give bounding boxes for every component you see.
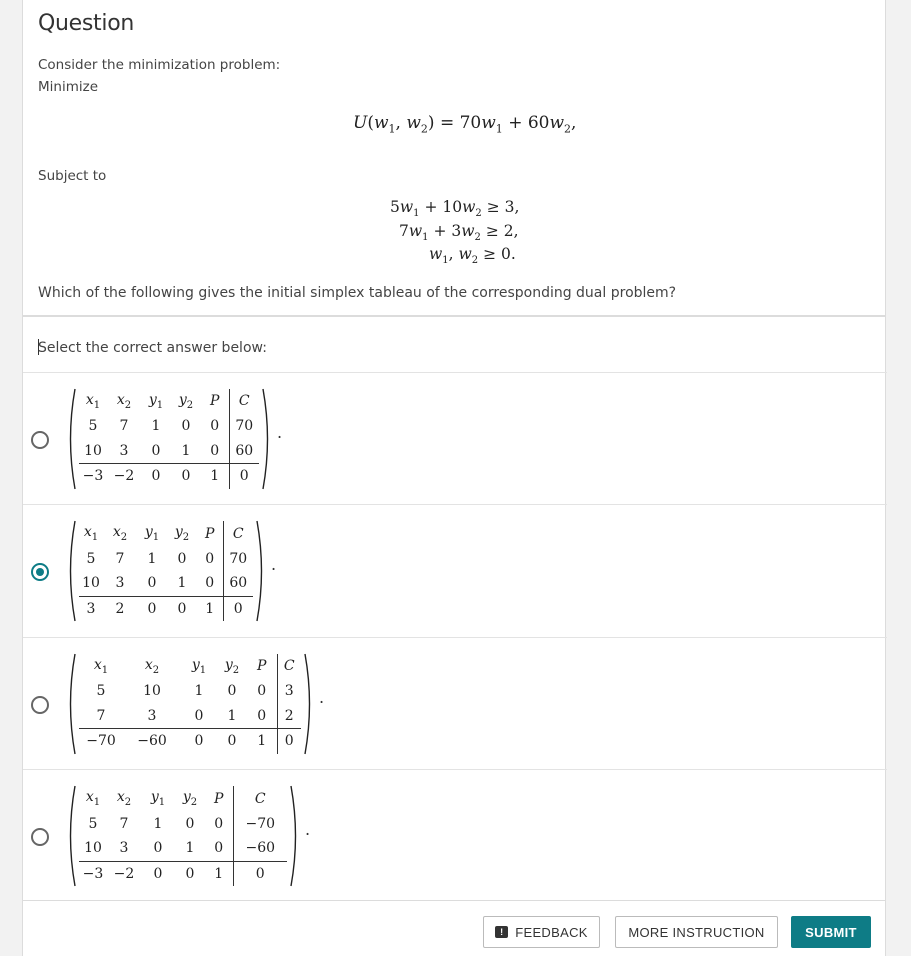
- tableau-cell: 3: [277, 679, 301, 704]
- tableau-cell: −60: [233, 836, 287, 861]
- tableau-cell: 3: [115, 575, 125, 592]
- minimize-label: Minimize: [38, 79, 98, 95]
- answers-card: [22, 316, 886, 901]
- tableau-header-row: [79, 786, 287, 811]
- tableau-header-row: [79, 654, 301, 679]
- tableau-cell: 1: [201, 464, 229, 489]
- tableau-cell: 1: [227, 707, 237, 724]
- tableau-row: [79, 596, 253, 621]
- tableau-cell: 0: [217, 729, 247, 754]
- tableau-cell: 0: [227, 683, 237, 699]
- more-instruction-button[interactable]: MORE INSTRUCTION: [615, 916, 778, 948]
- radio-button-icon[interactable]: [31, 828, 49, 846]
- tableau-cell: 1: [147, 550, 157, 567]
- feedback-button[interactable]: [483, 916, 600, 948]
- tableau-cell: 2: [103, 596, 137, 621]
- tableau-cell: 0: [171, 464, 201, 489]
- tableau-cell: −60: [123, 729, 181, 754]
- tableau-header-cell: $y_1$: [191, 656, 207, 676]
- tableau-header-cell: $y_2$: [224, 656, 240, 676]
- tableau-cell: 1: [181, 442, 191, 459]
- tableau-row: [79, 571, 253, 596]
- tableau-header-cell: $x_2$: [144, 656, 160, 676]
- tableau-cell: 0: [151, 442, 161, 459]
- tableau-cell: 1: [197, 596, 223, 621]
- radio-button-icon[interactable]: [31, 696, 49, 714]
- tableau-cell: 0: [153, 840, 163, 857]
- period-mark: .: [305, 820, 311, 839]
- left-paren-icon: [65, 784, 77, 888]
- tableau-cell: 1: [194, 683, 204, 699]
- tableau-cell: 0: [141, 861, 175, 886]
- tableau-cell: 0: [185, 815, 195, 832]
- tableau-cell: 1: [185, 840, 195, 857]
- tableau-cell: 3: [79, 596, 103, 621]
- tableau-header-cell: P: [257, 658, 267, 674]
- tableau-cell: −3: [79, 464, 107, 489]
- tableau-cell: 7: [115, 550, 125, 567]
- tableau-header-cell: $y_1$: [148, 391, 164, 411]
- constraint-3: $w_1$, $w_2 \ge 0$.: [429, 245, 516, 267]
- tableau-cell: 0: [167, 596, 197, 621]
- tableau-row: [79, 679, 301, 704]
- tableau-cell: 5: [88, 418, 98, 434]
- tableau-header-cell: C: [233, 786, 287, 811]
- tableau-cell: 60: [229, 439, 259, 464]
- tableau-cell: 3: [119, 840, 129, 857]
- tableau-cell: 0: [257, 683, 267, 699]
- left-paren-icon: [65, 519, 77, 623]
- tableau-cell: 5: [86, 550, 96, 567]
- tableau-row: [79, 704, 301, 729]
- tableau-cell: 3: [147, 707, 157, 724]
- tableau-row: [79, 861, 287, 886]
- tableau-cell: 0: [210, 442, 220, 459]
- tableau-header-cell: $y_2$: [178, 391, 194, 411]
- period-mark: .: [277, 422, 283, 442]
- right-paren-icon: [255, 519, 267, 623]
- objective-function: $U(w_1$, $w_2) = 70w_1 + 60w_2$,: [353, 113, 577, 136]
- tableau-cell: 0: [205, 550, 215, 567]
- tableau-cell: 3: [119, 442, 129, 459]
- tableau-header-cell: $x_1$: [85, 789, 101, 808]
- tableau-row: [79, 414, 259, 439]
- tableau-cell: 70: [229, 414, 259, 439]
- tableau-header-cell: P: [205, 525, 215, 542]
- tableau-cell: 5: [96, 683, 106, 699]
- submit-button[interactable]: SUBMIT: [791, 916, 871, 948]
- tableau-header-cell: $x_2$: [116, 789, 132, 808]
- tableau-cell: 0: [177, 550, 187, 567]
- tableau-table: [79, 389, 259, 489]
- tableau-cell: 0: [277, 729, 301, 754]
- tableau-cell: 7: [119, 418, 129, 434]
- tableau-header-cell: $y_1$: [144, 524, 160, 543]
- footer-bar: [22, 901, 886, 956]
- tableau-cell: 0: [181, 729, 217, 754]
- tableau-cell: 10: [143, 683, 161, 699]
- select-prompt: Select the correct answer below:: [38, 340, 267, 356]
- tableau-header-cell: P: [214, 790, 224, 807]
- tableau-header-cell: $x_1$: [93, 656, 109, 676]
- tableau-header-cell: C: [229, 389, 259, 414]
- tableau-header-cell: $y_2$: [182, 789, 198, 808]
- question-card: [22, 0, 886, 316]
- tableau-cell: 0: [210, 418, 220, 434]
- tableau-header-cell: C: [277, 654, 301, 679]
- right-paren-icon: [303, 652, 315, 756]
- tableau-header-row: [79, 521, 253, 546]
- tableau-cell: 1: [153, 815, 163, 832]
- tableau-cell: 0: [233, 861, 287, 886]
- tableau-header-cell: $x_1$: [85, 391, 101, 411]
- tableau-cell: −2: [107, 464, 141, 489]
- answer-option-1[interactable]: [23, 372, 887, 503]
- period-mark: .: [319, 687, 325, 707]
- tableau-cell: 0: [141, 464, 171, 489]
- right-paren-icon: [289, 784, 301, 888]
- tableau-row: [79, 439, 259, 464]
- question-heading: Question: [38, 11, 134, 36]
- subject-to-label: Subject to: [38, 168, 107, 184]
- question-prompt: Which of the following gives the initial simplex tableau of the corresponding dual problem?: [38, 285, 677, 301]
- tableau-cell: 2: [277, 704, 301, 729]
- tableau-cell: 0: [223, 596, 253, 621]
- right-paren-icon: [261, 387, 273, 491]
- tableau-cell: −70: [233, 811, 287, 836]
- constraint-2: $7w_1 + 3w_2 \ge 2$,: [399, 222, 519, 244]
- tableau-cell: 0: [181, 418, 191, 434]
- tableau-header-cell: $x_2$: [116, 391, 132, 411]
- tableau-cell: 10: [82, 575, 100, 592]
- tableau-cell: 0: [229, 464, 259, 489]
- answer-option-4[interactable]: [23, 769, 887, 901]
- tableau-row: [79, 546, 253, 571]
- tableau-cell: −70: [79, 729, 123, 754]
- constraint-1: $5w_1 + 10w_2 \ge 3$,: [390, 198, 520, 220]
- tableau-table: [79, 786, 287, 886]
- tableau-table: [79, 654, 301, 754]
- tableau-header-cell: P: [210, 393, 220, 409]
- tableau-cell: 1: [177, 575, 187, 592]
- tableau-cell: 60: [223, 571, 253, 596]
- answer-option-2[interactable]: [23, 504, 887, 636]
- tableau-header-cell: $y_1$: [150, 789, 166, 808]
- tableau-header-cell: $x_1$: [83, 524, 99, 543]
- tableau-header-cell: $y_2$: [174, 524, 190, 543]
- tableau-cell: 70: [223, 546, 253, 571]
- tableau-cell: 0: [205, 575, 215, 592]
- tableau-row: [79, 836, 287, 861]
- tableau-cell: 10: [84, 442, 102, 459]
- left-paren-icon: [65, 652, 77, 756]
- tableau-cell: 0: [147, 575, 157, 592]
- tableau-cell: 0: [257, 707, 267, 724]
- tableau-header-cell: C: [223, 521, 253, 546]
- tableau-row: [79, 464, 259, 489]
- tableau-cell: 0: [175, 861, 205, 886]
- answer-option-3[interactable]: [23, 637, 887, 768]
- tableau-cell: −2: [107, 861, 141, 886]
- tableau-cell: 0: [194, 707, 204, 724]
- tableau-cell: 7: [96, 707, 106, 724]
- tableau-row: [79, 811, 287, 836]
- tableau-cell: 0: [137, 596, 167, 621]
- feedback-label: FEEDBACK: [515, 924, 588, 940]
- tableau-cell: 1: [247, 729, 277, 754]
- left-paren-icon: [65, 387, 77, 491]
- tableau-cell: 7: [119, 815, 129, 832]
- radio-button-icon[interactable]: [31, 431, 49, 449]
- tableau-cell: 0: [214, 815, 224, 832]
- period-mark: .: [271, 555, 277, 574]
- tableau-header-cell: $x_2$: [112, 524, 128, 543]
- tableau-cell: −3: [79, 861, 107, 886]
- tableau-cell: 5: [88, 815, 98, 832]
- tableau-cell: 0: [214, 840, 224, 857]
- tableau-row: [79, 729, 301, 754]
- tableau-header-row: [79, 389, 259, 414]
- radio-button-icon[interactable]: [31, 563, 49, 581]
- tableau-cell: 10: [84, 840, 102, 857]
- feedback-flag-icon: !: [495, 926, 508, 938]
- tableau-table: [79, 521, 253, 621]
- question-intro: Consider the minimization problem:: [38, 57, 281, 73]
- tableau-cell: 1: [205, 861, 233, 886]
- tableau-cell: 1: [151, 418, 161, 434]
